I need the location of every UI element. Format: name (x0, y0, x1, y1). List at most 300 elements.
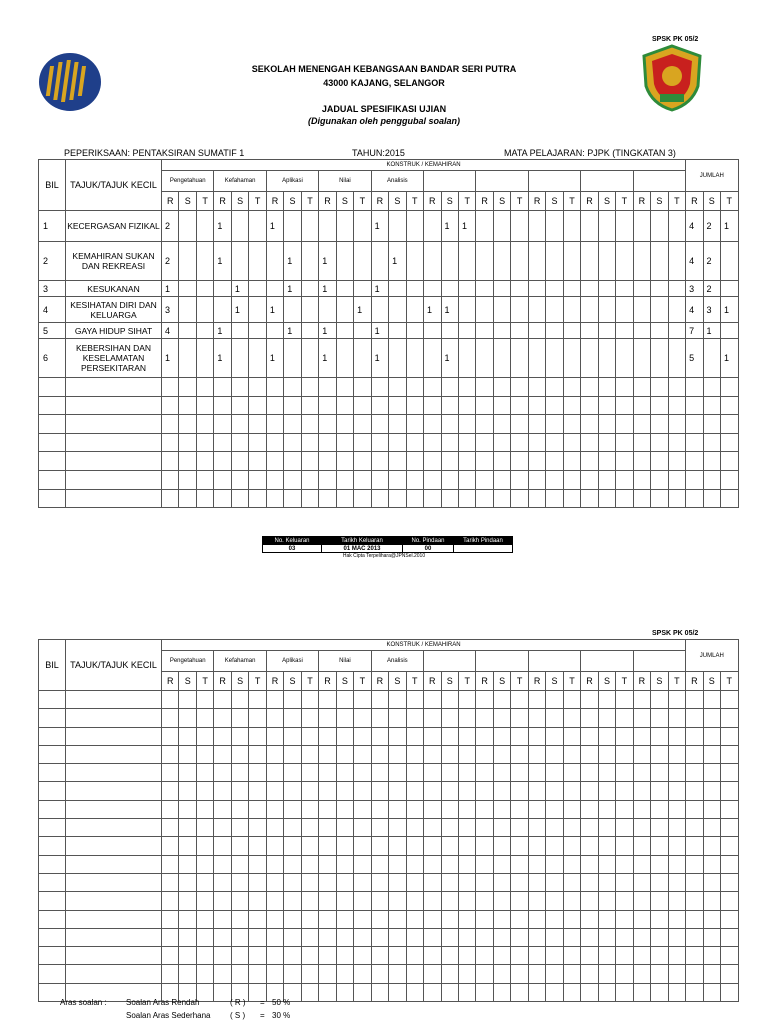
empty-cell (371, 873, 388, 891)
empty-cell (598, 709, 615, 727)
empty-cell (616, 947, 633, 965)
row-number: 2 (39, 242, 66, 281)
empty-cell (476, 396, 493, 415)
empty-cell (214, 965, 231, 983)
aras-value: 50 % (272, 998, 291, 1007)
empty-cell (528, 433, 545, 452)
empty-cell (563, 433, 580, 452)
document-title: JADUAL SPESIFIKASI UJIAN (321, 104, 447, 114)
empty-cell (406, 470, 423, 489)
level-header: R (371, 192, 388, 211)
count-cell (266, 323, 283, 339)
empty-cell (179, 965, 196, 983)
empty-cell (616, 433, 633, 452)
count-cell (336, 339, 353, 378)
empty-cell (354, 855, 371, 873)
empty-cell (389, 965, 406, 983)
empty-cell (39, 837, 66, 855)
empty-cell (424, 947, 441, 965)
empty-cell (319, 396, 336, 415)
empty-cell (231, 691, 248, 709)
empty-cell (616, 892, 633, 910)
empty-cell (39, 928, 66, 946)
empty-cell (196, 928, 213, 946)
level-header: T (354, 672, 371, 691)
empty-cell (336, 396, 353, 415)
count-cell (511, 297, 528, 323)
empty-cell (249, 415, 266, 434)
empty-cell (424, 983, 441, 1001)
skill-header (476, 171, 528, 192)
empty-cell (633, 745, 650, 763)
empty-cell (39, 433, 66, 452)
empty-cell (371, 691, 388, 709)
empty-cell (703, 415, 720, 434)
empty-cell (476, 727, 493, 745)
count-cell: 1 (266, 211, 283, 242)
count-cell (598, 297, 615, 323)
empty-cell (266, 819, 283, 837)
empty-cell (301, 489, 318, 508)
count-cell (406, 339, 423, 378)
control-header: Tarikh Pindaan (454, 537, 513, 545)
empty-cell (214, 452, 231, 471)
empty-cell (371, 965, 388, 983)
empty-cell (266, 965, 283, 983)
empty-cell (511, 433, 528, 452)
empty-cell (389, 691, 406, 709)
empty-cell (581, 800, 598, 818)
empty-cell (476, 745, 493, 763)
empty-cell (354, 837, 371, 855)
empty-cell (231, 855, 248, 873)
topic-cell: KESUKANAN (66, 281, 162, 297)
count-cell (616, 323, 633, 339)
empty-cell (598, 819, 615, 837)
count-cell (441, 281, 458, 297)
total-cell: 3 (686, 281, 703, 297)
empty-cell (214, 855, 231, 873)
level-header: T (301, 192, 318, 211)
empty-cell (563, 415, 580, 434)
year-field: TAHUN:2015 (352, 148, 405, 158)
empty-cell (179, 470, 196, 489)
empty-cell (616, 837, 633, 855)
empty-cell (284, 819, 301, 837)
empty-cell (266, 727, 283, 745)
empty-cell (563, 983, 580, 1001)
empty-cell (336, 947, 353, 965)
empty-cell (66, 855, 162, 873)
empty-cell (528, 947, 545, 965)
empty-cell (616, 910, 633, 928)
empty-cell (66, 727, 162, 745)
empty-cell (616, 470, 633, 489)
empty-cell (371, 928, 388, 946)
count-cell (476, 281, 493, 297)
empty-cell (476, 691, 493, 709)
count-cell (511, 242, 528, 281)
empty-cell (284, 433, 301, 452)
count-cell (633, 339, 650, 378)
empty-cell (284, 800, 301, 818)
count-cell (284, 297, 301, 323)
empty-cell (651, 396, 668, 415)
count-cell (406, 242, 423, 281)
empty-cell (686, 727, 703, 745)
empty-cell (511, 892, 528, 910)
empty-cell (493, 910, 510, 928)
level-header: T (721, 192, 739, 211)
empty-cell (319, 965, 336, 983)
empty-cell (66, 470, 162, 489)
empty-cell (66, 709, 162, 727)
level-header: R (162, 672, 179, 691)
empty-cell (703, 965, 720, 983)
empty-cell (231, 819, 248, 837)
empty-cell (441, 892, 458, 910)
empty-cell (266, 378, 283, 397)
empty-cell (406, 983, 423, 1001)
empty-cell (563, 928, 580, 946)
count-cell (196, 323, 213, 339)
topic-header: TAJUK/TAJUK KECIL (66, 640, 162, 691)
level-header: T (406, 192, 423, 211)
empty-cell (563, 378, 580, 397)
empty-cell (563, 691, 580, 709)
empty-cell (686, 470, 703, 489)
count-cell (354, 281, 371, 297)
skill-header (633, 171, 685, 192)
empty-cell (703, 837, 720, 855)
empty-cell (284, 470, 301, 489)
level-header: R (371, 672, 388, 691)
empty-cell (686, 691, 703, 709)
empty-cell (703, 709, 720, 727)
empty-cell (39, 415, 66, 434)
empty-cell (196, 745, 213, 763)
empty-cell (406, 415, 423, 434)
count-cell (528, 323, 545, 339)
empty-cell (389, 396, 406, 415)
empty-cell (563, 452, 580, 471)
empty-cell (66, 745, 162, 763)
empty-cell (266, 873, 283, 891)
level-header: S (231, 192, 248, 211)
empty-cell (458, 800, 475, 818)
empty-cell (319, 433, 336, 452)
empty-cell (179, 837, 196, 855)
empty-cell (179, 928, 196, 946)
empty-cell (196, 378, 213, 397)
empty-cell (528, 800, 545, 818)
level-header: T (249, 192, 266, 211)
empty-cell (528, 727, 545, 745)
empty-cell (476, 947, 493, 965)
empty-cell (563, 965, 580, 983)
empty-cell (458, 433, 475, 452)
skill-header (581, 171, 633, 192)
skill-header: Pengetahuan (162, 171, 214, 192)
empty-cell (458, 928, 475, 946)
empty-cell (546, 415, 563, 434)
count-cell (214, 281, 231, 297)
empty-cell (686, 819, 703, 837)
level-header: T (563, 192, 580, 211)
empty-cell (633, 873, 650, 891)
empty-cell (66, 800, 162, 818)
count-cell (336, 242, 353, 281)
empty-cell (563, 892, 580, 910)
control-value (454, 545, 513, 553)
empty-cell (196, 782, 213, 800)
empty-cell (354, 433, 371, 452)
aras-name: Soalan Aras Rendah (126, 998, 200, 1007)
empty-cell (511, 782, 528, 800)
empty-cell (668, 873, 685, 891)
empty-cell (301, 910, 318, 928)
empty-cell (249, 378, 266, 397)
empty-cell (686, 378, 703, 397)
count-cell (581, 211, 598, 242)
count-cell (476, 323, 493, 339)
count-cell (511, 281, 528, 297)
empty-cell (231, 489, 248, 508)
count-cell (458, 339, 475, 378)
empty-cell (598, 800, 615, 818)
empty-cell (231, 709, 248, 727)
empty-cell (336, 727, 353, 745)
empty-cell (354, 819, 371, 837)
count-cell: 1 (214, 211, 231, 242)
empty-cell (651, 928, 668, 946)
level-header: T (196, 192, 213, 211)
empty-cell (231, 892, 248, 910)
topic-cell: KESIHATAN DIRI DAN KELUARGA (66, 297, 162, 323)
empty-cell (511, 691, 528, 709)
empty-cell (563, 819, 580, 837)
empty-cell (39, 910, 66, 928)
count-cell (196, 242, 213, 281)
level-header: T (616, 672, 633, 691)
control-header: No. Pindaan (403, 537, 454, 545)
empty-cell (66, 433, 162, 452)
count-cell (493, 281, 510, 297)
empty-cell (354, 378, 371, 397)
count-cell (354, 323, 371, 339)
level-header: R (528, 672, 545, 691)
count-cell: 1 (441, 339, 458, 378)
empty-cell (249, 873, 266, 891)
empty-cell (476, 470, 493, 489)
empty-cell (389, 433, 406, 452)
count-cell (249, 323, 266, 339)
topic-header: TAJUK/TAJUK KECIL (66, 160, 162, 211)
skill-header: Kefahaman (214, 651, 266, 672)
empty-cell (633, 782, 650, 800)
count-cell (528, 281, 545, 297)
empty-cell (546, 928, 563, 946)
empty-cell (441, 855, 458, 873)
aras-name: Soalan Aras Sederhana (126, 1011, 211, 1020)
empty-cell (476, 782, 493, 800)
level-header: S (651, 192, 668, 211)
empty-cell (336, 819, 353, 837)
empty-cell (721, 910, 739, 928)
empty-cell (721, 727, 739, 745)
count-cell: 1 (319, 242, 336, 281)
empty-cell (39, 764, 66, 782)
empty-cell (284, 396, 301, 415)
count-cell (301, 242, 318, 281)
empty-cell (633, 892, 650, 910)
empty-cell (284, 873, 301, 891)
count-cell (581, 297, 598, 323)
empty-cell (668, 819, 685, 837)
level-header: S (546, 672, 563, 691)
empty-cell (354, 910, 371, 928)
empty-cell (196, 433, 213, 452)
empty-cell (581, 910, 598, 928)
empty-cell (214, 873, 231, 891)
empty-cell (301, 691, 318, 709)
empty-cell (66, 489, 162, 508)
empty-cell (249, 433, 266, 452)
school-address: 43000 KAJANG, SELANGOR (323, 78, 445, 88)
aras-code: ( R ) (230, 998, 246, 1007)
count-cell (354, 242, 371, 281)
count-cell (406, 281, 423, 297)
count-cell (511, 323, 528, 339)
level-header: T (511, 672, 528, 691)
count-cell (476, 297, 493, 323)
empty-cell (616, 800, 633, 818)
count-cell (668, 323, 685, 339)
empty-cell (721, 470, 739, 489)
empty-cell (528, 910, 545, 928)
empty-cell (703, 855, 720, 873)
empty-cell (493, 378, 510, 397)
empty-cell (581, 782, 598, 800)
level-header: S (179, 672, 196, 691)
empty-cell (511, 415, 528, 434)
empty-cell (493, 433, 510, 452)
empty-cell (651, 745, 668, 763)
count-cell (179, 242, 196, 281)
empty-cell (214, 892, 231, 910)
empty-cell (703, 782, 720, 800)
empty-cell (371, 983, 388, 1001)
empty-cell (406, 855, 423, 873)
empty-cell (406, 727, 423, 745)
empty-cell (249, 819, 266, 837)
empty-cell (301, 745, 318, 763)
empty-cell (336, 910, 353, 928)
empty-cell (458, 396, 475, 415)
empty-cell (371, 433, 388, 452)
empty-cell (266, 396, 283, 415)
empty-cell (528, 983, 545, 1001)
empty-cell (179, 892, 196, 910)
empty-cell (162, 709, 179, 727)
count-cell (563, 323, 580, 339)
empty-cell (336, 800, 353, 818)
empty-cell (336, 928, 353, 946)
level-header: S (546, 192, 563, 211)
empty-cell (493, 709, 510, 727)
level-header: R (476, 192, 493, 211)
empty-cell (633, 396, 650, 415)
bil-header: BIL (39, 160, 66, 211)
empty-cell (301, 782, 318, 800)
count-cell (406, 323, 423, 339)
empty-cell (249, 947, 266, 965)
empty-cell (668, 727, 685, 745)
count-cell (493, 242, 510, 281)
empty-cell (686, 910, 703, 928)
count-cell: 1 (214, 323, 231, 339)
empty-cell (441, 415, 458, 434)
total-cell (721, 323, 739, 339)
empty-cell (511, 745, 528, 763)
empty-cell (651, 489, 668, 508)
empty-cell (686, 745, 703, 763)
empty-cell (336, 855, 353, 873)
empty-cell (162, 396, 179, 415)
count-cell (196, 281, 213, 297)
empty-cell (214, 727, 231, 745)
level-header: S (336, 192, 353, 211)
level-header: T (511, 192, 528, 211)
empty-cell (651, 433, 668, 452)
count-cell (633, 281, 650, 297)
empty-cell (528, 691, 545, 709)
topic-cell: KECERGASAN FIZIKAL (66, 211, 162, 242)
count-cell (336, 323, 353, 339)
empty-cell (266, 691, 283, 709)
count-cell (179, 323, 196, 339)
empty-cell (336, 965, 353, 983)
empty-cell (493, 452, 510, 471)
empty-cell (581, 433, 598, 452)
empty-cell (389, 378, 406, 397)
control-value: 03 (263, 545, 322, 553)
empty-cell (651, 819, 668, 837)
empty-cell (249, 489, 266, 508)
empty-cell (563, 727, 580, 745)
empty-cell (284, 764, 301, 782)
empty-cell (39, 396, 66, 415)
empty-cell (231, 470, 248, 489)
empty-cell (371, 709, 388, 727)
empty-cell (179, 855, 196, 873)
empty-cell (546, 800, 563, 818)
empty-cell (511, 928, 528, 946)
empty-cell (686, 892, 703, 910)
empty-cell (66, 947, 162, 965)
empty-cell (214, 396, 231, 415)
aras-eq: = (260, 998, 265, 1007)
level-header: T (301, 672, 318, 691)
empty-cell (563, 709, 580, 727)
level-header: S (598, 192, 615, 211)
empty-cell (162, 764, 179, 782)
empty-cell (266, 452, 283, 471)
empty-cell (563, 764, 580, 782)
total-cell: 1 (721, 211, 739, 242)
count-cell (179, 297, 196, 323)
empty-cell (441, 837, 458, 855)
